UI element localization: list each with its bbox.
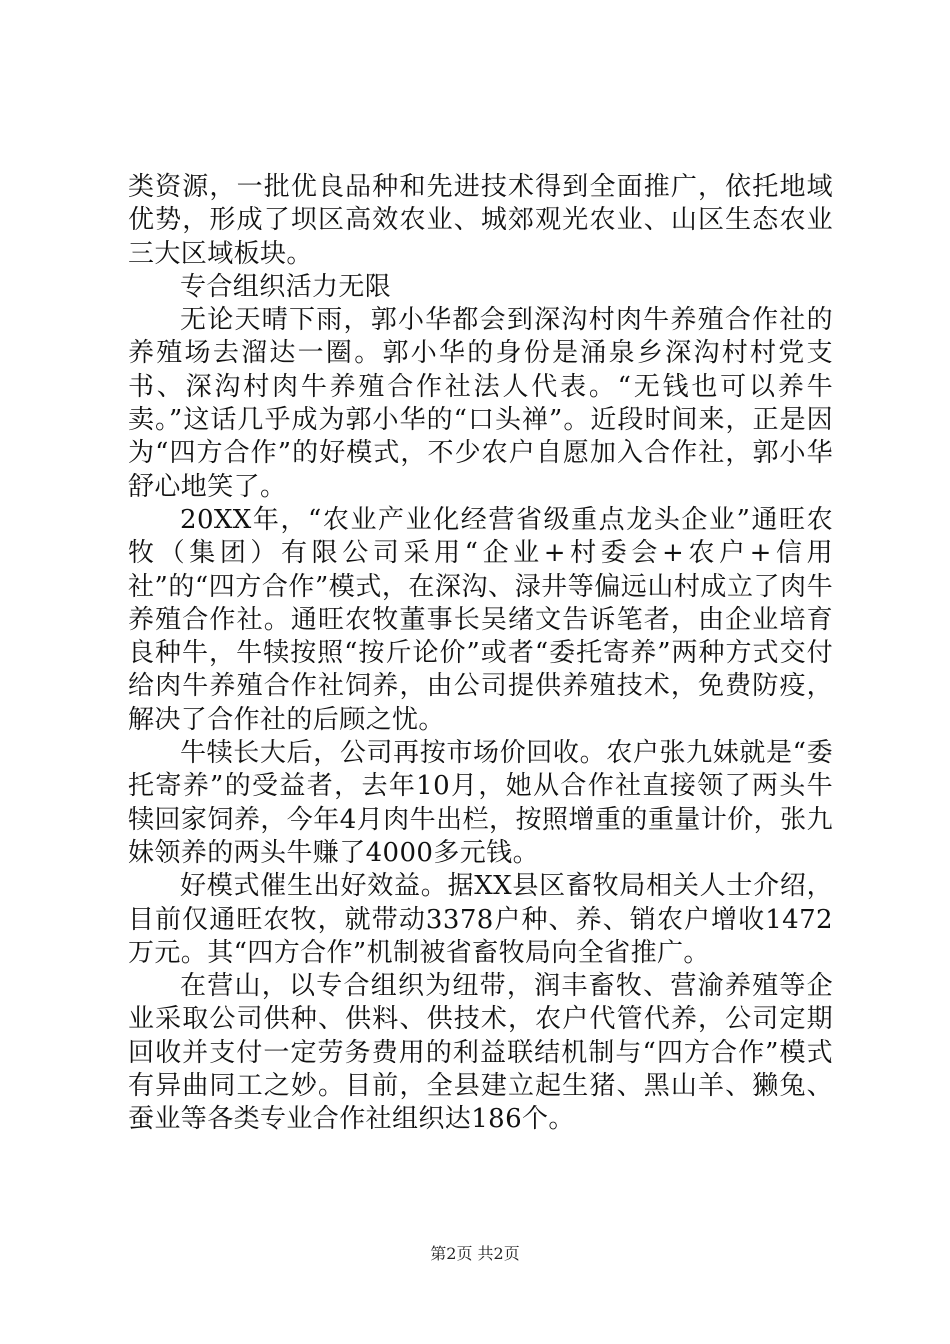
paragraph: 20XX年，“农业产业化经营省级重点龙头企业”通旺农牧（集团）有限公司采用“企业+村委会+农户+信用社”的“四方合作”模式，在深沟、渌井等偏远山村成立了肉牛养殖合作社。通旺农牧董事长吴绪文告诉笔者，由企业培育良种牛，牛犊按照“按斤论价”或者“委托寄养”两种方式交付给肉牛养殖合作社饲养，由公司提供养殖技术，免费防疫，解决了合作社的后顾之忧。 [128, 504, 833, 735]
paragraph: 好模式催生出好效益。据XX县区畜牧局相关人士介绍，目前仅通旺农牧，就带动3378户种、养、销农户增收1472万元。其“四方合作”机制被省畜牧局向全省推广。 [128, 871, 833, 968]
paragraph: 无论天晴下雨，郭小华都会到深沟村肉牛养殖合作社的养殖场去溜达一圈。郭小华的身份是涌泉乡深沟村村党支书、深沟村肉牛养殖合作社法人代表。“无钱也可以养牛卖。”这话几乎成为郭小华的“口头禅”。近段时间来，正是因为“四方合作”的好模式，不少农户自愿加入合作社，郭小华舒心地笑了。 [128, 305, 833, 502]
section-heading: 专合组织活力无限 [180, 271, 392, 302]
paragraph: 在营山，以专合组织为纽带，润丰畜牧、营渝养殖等企业采取公司供种、供料、供技术，农户代管代养，公司定期回收并支付一定劳务费用的利益联结机制与“四方合作”模式有异曲同工之妙。目前，全县建立起生猪、黑山羊、獭兔、蚕业等各类专业合作社组织达186个。 [128, 971, 833, 1135]
document-body [128, 171, 833, 1137]
paragraph-continuation: 类资源，一批优良品种和先进技术得到全面推广，依托地域优势，形成了坝区高效农业、城郊观光农业、山区生态农业三大区域板块。 [128, 172, 833, 269]
paragraph: 牛犊长大后，公司再按市场价回收。农户张九妹就是“委托寄养”的受益者，去年10月，她从合作社直接领了两头牛犊回家饲养，今年4月肉牛出栏，按照增重的重量计价，张九妹领养的两头牛赚了4000多元钱。 [128, 738, 833, 868]
page-number-footer: 第2页 共2页 [430, 1244, 520, 1263]
